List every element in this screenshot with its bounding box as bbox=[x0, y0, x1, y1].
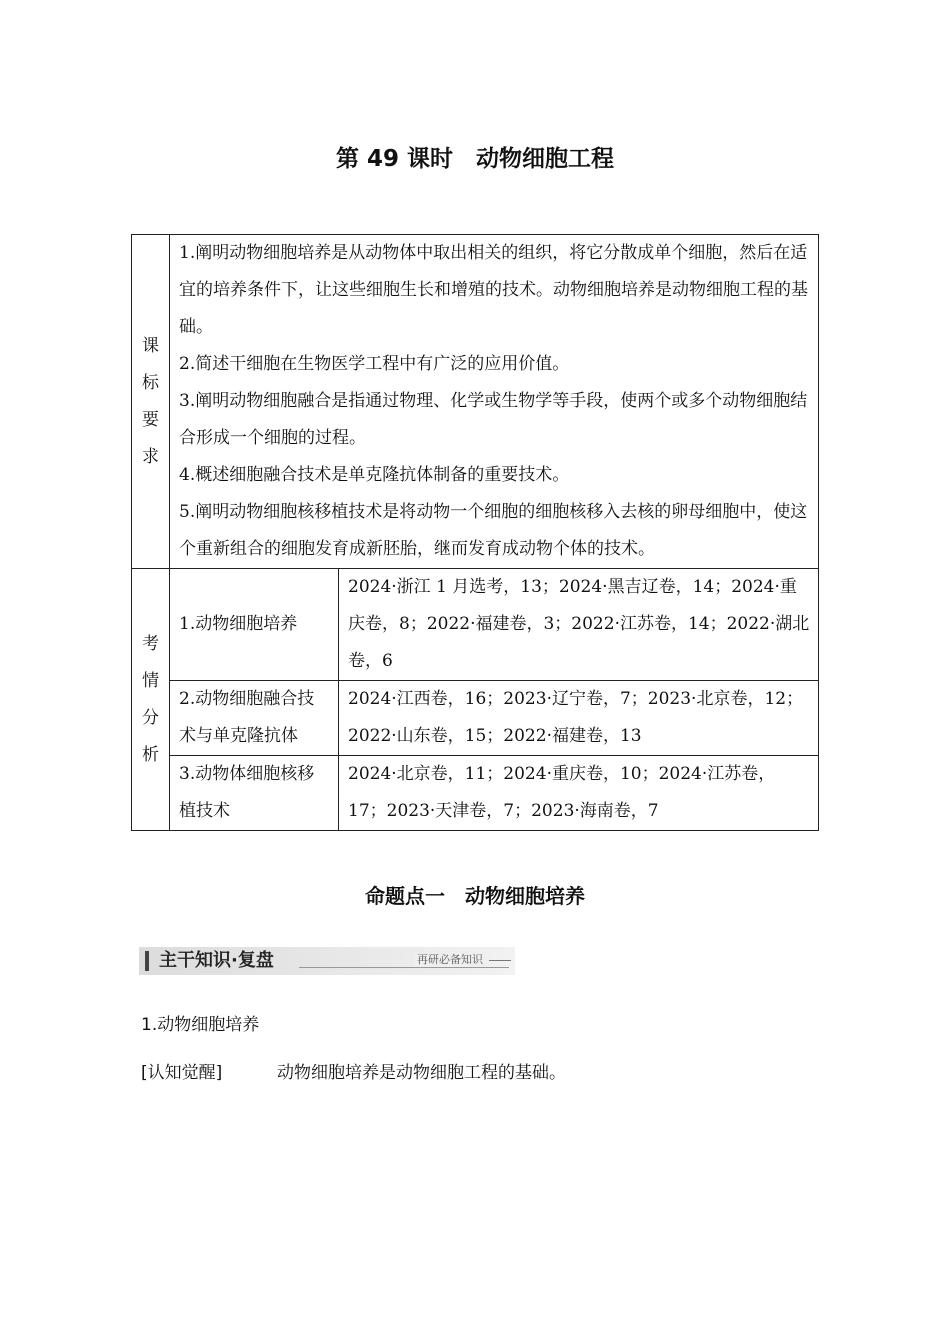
banner-label: 主干知识·复盘 bbox=[159, 950, 274, 971]
curriculum-table bbox=[131, 234, 819, 831]
banner-tail-rule bbox=[489, 960, 511, 961]
label-char: 析 bbox=[142, 744, 159, 765]
label-char: 要 bbox=[142, 409, 159, 430]
analysis-topic: 3.动物体细胞核移植技术 bbox=[170, 756, 339, 831]
insight-tag: [认知觉醒] bbox=[141, 1063, 223, 1083]
analysis-topic: 2.动物细胞融合技术与单克隆抗体 bbox=[170, 681, 339, 756]
standards-row bbox=[132, 235, 819, 569]
standard-item: 4.概述细胞融合技术是单克隆抗体制备的重要技术。 bbox=[179, 465, 570, 485]
label-char: 考 bbox=[142, 633, 159, 654]
item-title: 1.动物细胞培养 bbox=[141, 1015, 260, 1035]
banner-subtitle: 再研必备知识 bbox=[413, 953, 487, 967]
analysis-sources: 2024·江西卷，16；2023·辽宁卷，7；2023·北京卷，12；2022·山东卷，15；2022·福建卷，13 bbox=[339, 681, 819, 756]
label-char: 求 bbox=[142, 446, 159, 467]
standards-label bbox=[132, 235, 170, 569]
label-char: 情 bbox=[142, 670, 159, 691]
page-title: 第 49 课时 动物细胞工程 bbox=[335, 146, 615, 172]
analysis-topic: 1.动物细胞培养 bbox=[170, 569, 339, 681]
standard-item: 1.阐明动物细胞培养是从动物体中取出相关的组织，将它分散成单个细胞，然后在适宜的培养条件下，让这些细胞生长和增殖的技术。动物细胞培养是动物细胞工程的基础。 bbox=[179, 243, 808, 337]
banner-rule bbox=[299, 967, 509, 968]
section-title: 命题点一 动物细胞培养 bbox=[365, 884, 585, 908]
analysis-row bbox=[132, 756, 819, 831]
standard-item: 2.简述干细胞在生物医学工程中有广泛的应用价值。 bbox=[179, 354, 570, 374]
banner-accent-bar bbox=[145, 951, 149, 971]
standard-item: 3.阐明动物细胞融合是指通过物理、化学或生物学等手段，使两个或多个动物细胞结合形成一个细胞的过程。 bbox=[179, 391, 808, 448]
analysis-row bbox=[132, 569, 819, 681]
analysis-sources: 2024·浙江 1 月选考，13；2024·黑吉辽卷，14；2024·重庆卷，8；2022·福建卷，3；2022·江苏卷，14；2022·湖北卷，6 bbox=[339, 569, 819, 681]
label-char: 标 bbox=[142, 372, 159, 393]
standards-content bbox=[170, 235, 819, 569]
analysis-sources: 2024·北京卷，11；2024·重庆卷，10；2024·江苏卷，17；2023·天津卷，7；2023·海南卷，7 bbox=[339, 756, 819, 831]
label-char: 课 bbox=[142, 335, 159, 356]
insight-line bbox=[141, 1058, 566, 1083]
insight-text: 动物细胞培养是动物细胞工程的基础。 bbox=[277, 1063, 566, 1083]
analysis-label bbox=[132, 569, 170, 831]
analysis-row bbox=[132, 681, 819, 756]
standard-item: 5.阐明动物细胞核移植技术是将动物一个细胞的细胞核移入去核的卵母细胞中，使这个重新组合的细胞发育成新胚胎，继而发育成动物个体的技术。 bbox=[179, 502, 808, 559]
section-banner bbox=[139, 947, 515, 975]
label-char: 分 bbox=[142, 707, 159, 728]
